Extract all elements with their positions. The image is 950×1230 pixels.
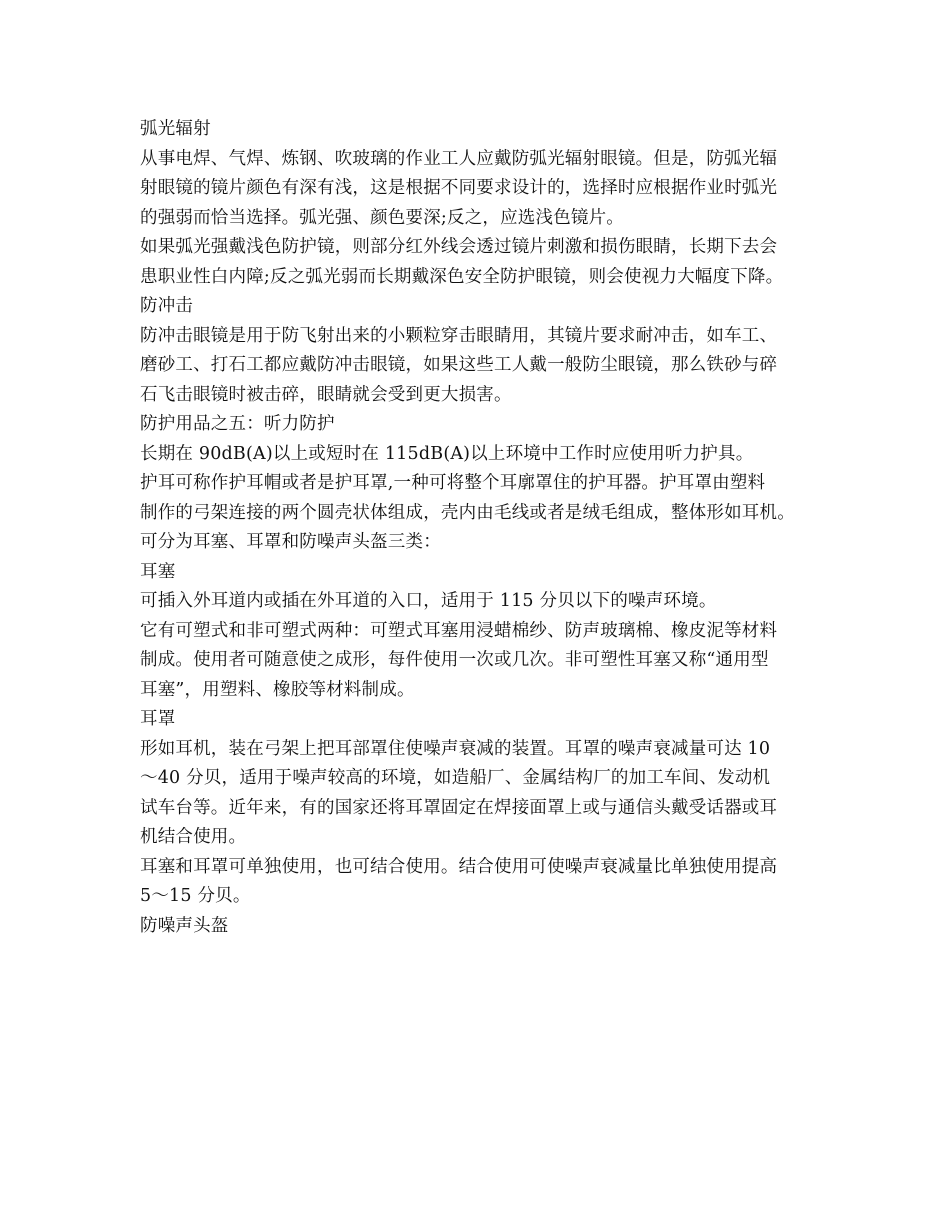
paragraph — [140, 587, 820, 617]
text-line: 可插入外耳道内或插在外耳道的入口，适用于 115 分贝以下的噪声环境。 — [140, 591, 717, 611]
section-heading — [140, 558, 820, 588]
section-heading — [140, 115, 820, 145]
paragraph — [140, 735, 820, 853]
paragraph — [140, 145, 820, 234]
paragraph — [140, 617, 820, 706]
text-line: 机结合使用。 — [140, 827, 247, 847]
text-line: 制作的弓架连接的两个圆壳状体组成，壳内由毛线或者是绒毛组成，整体形如耳机。 — [140, 502, 795, 523]
text-line: 耳塞和耳罩可单独使用，也可结合使用。结合使用可使噪声衰减量比单独使用提高 — [140, 856, 778, 877]
text-line: 它有可塑式和非可塑式两种：可塑式耳塞用浸蜡棉纱、防声玻璃棉、橡皮泥等材料 — [140, 620, 778, 641]
text-line: 可分为耳塞、耳罩和防噪声头盔三类： — [140, 532, 441, 552]
text-line: 长期在 90dB(A)以上或短时在 115dB(A)以上环境中工作时应使用听力护具。 — [140, 443, 754, 464]
text-line: 磨砂工、打石工都应戴防冲击眼镜，如果这些工人戴一般防尘眼镜，那么铁砂与碎 — [140, 355, 778, 375]
text-line: 制成。使用者可随意使之成形，每件使用一次或几次。非可塑性耳塞又称“通用型 — [140, 650, 769, 670]
text-line: 石飞击眼镜时被击碎，眼睛就会受到更大损害。 — [140, 384, 512, 405]
text-line: 的强弱而恰当选择。弧光强、颜色要深;反之，应选浅色镜片。 — [140, 207, 624, 228]
section-heading — [140, 410, 820, 440]
text-line: 防噪声头盔 — [140, 915, 229, 936]
text-line: 射眼镜的镜片颜色有深有浅，这是根据不同要求设计的，选择时应根据作业时弧光 — [140, 178, 778, 198]
text-line: 耳塞”，用塑料、橡胶等材料制成。 — [140, 679, 415, 700]
paragraph — [140, 853, 820, 912]
text-line: 试车台等。近年来，有的国家还将耳罩固定在焊接面罩上或与通信头戴受话器或耳 — [140, 797, 778, 818]
paragraph — [140, 322, 820, 411]
text-line: 5～15 分贝。 — [140, 886, 251, 906]
text-line: 形如耳机，装在弓架上把耳部罩住使噪声衰减的装置。耳罩的噪声衰减量可达 10 — [140, 738, 771, 759]
text-line: 防护用品之五：听力防护 — [140, 414, 335, 434]
text-line: 防冲击 — [140, 296, 194, 316]
section-heading — [140, 705, 820, 735]
text-line: 耳罩 — [140, 709, 176, 729]
text-line: 如果弧光强戴浅色防护镜，则部分红外线会透过镜片刺激和损伤眼睛，长期下去会 — [140, 237, 778, 257]
section-heading — [140, 912, 820, 942]
text-line: 耳塞 — [140, 561, 176, 582]
text-line: 从事电焊、气焊、炼钢、吹玻璃的作业工人应戴防弧光辐射眼镜。但是，防弧光辐 — [140, 148, 778, 169]
text-line: 患职业性白内障;反之弧光弱而长期戴深色安全防护眼镜，则会使视力大幅度下降。 — [140, 266, 784, 287]
paragraph — [140, 469, 820, 558]
text-line: 防冲击眼镜是用于防飞射出来的小颗粒穿击眼睛用，其镜片要求耐冲击，如车工、 — [140, 325, 778, 346]
text-line: ～40 分贝，适用于噪声较高的环境，如造船厂、金属结构厂的加工车间、发动机 — [140, 768, 771, 788]
paragraph — [140, 440, 820, 470]
document-body — [140, 115, 820, 941]
text-line: 弧光辐射 — [140, 119, 211, 139]
text-line: 护耳可称作护耳帽或者是护耳罩,一种可将整个耳廓罩住的护耳器。护耳罩由塑料 — [140, 473, 766, 493]
section-heading — [140, 292, 820, 322]
paragraph — [140, 233, 820, 292]
